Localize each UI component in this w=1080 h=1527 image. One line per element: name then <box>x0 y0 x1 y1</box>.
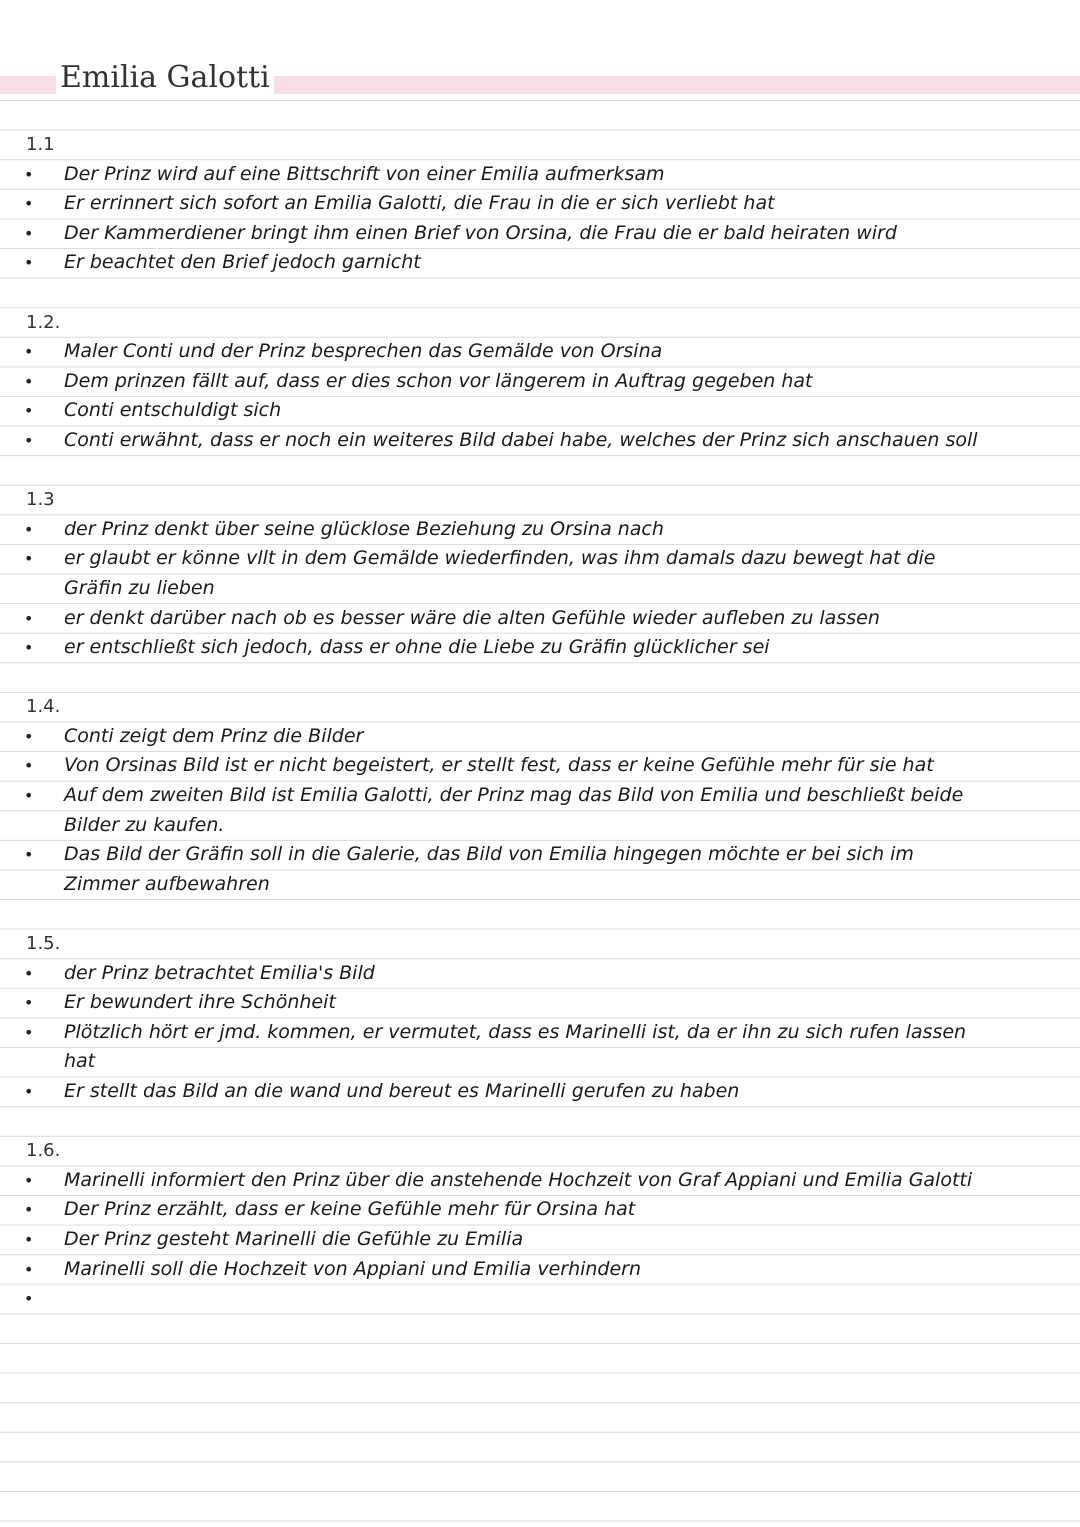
bullet-icon: • <box>24 786 34 806</box>
list-item-text: er glaubt er könne vllt in dem Gemälde wiederfinden, was ihm damals dazu bewegt hat die Gräfin zu lieben <box>64 547 936 599</box>
bullet-icon: • <box>24 519 34 539</box>
list-item <box>0 1255 1080 1285</box>
list-item-text: Er beachtet den Brief jedoch garnicht <box>64 251 421 274</box>
list-item <box>0 781 1080 840</box>
list-item-text: Marinelli informiert den Prinz über die anstehende Hochzeit von Graf Appiani und Emilia Galotti <box>64 1168 973 1191</box>
list-item <box>0 840 1080 899</box>
list-item-text: Er bewundert ihre Schönheit <box>64 991 336 1014</box>
list-item <box>0 1225 1080 1255</box>
page-title: Emilia Galotti <box>56 56 274 100</box>
section-label: 1.1 <box>26 134 55 155</box>
bullet-list <box>0 1166 1080 1314</box>
list-item-text: Der Prinz wird auf eine Bittschrift von einer Emilia aufmerksam <box>64 162 665 185</box>
bullet-icon: • <box>24 253 34 273</box>
bullet-list <box>0 515 1080 663</box>
list-item-empty <box>0 1284 1080 1314</box>
bullet-icon: • <box>24 1289 34 1309</box>
list-item-text: Maler Conti und der Prinz besprechen das Gemälde von Orsina <box>64 340 663 363</box>
bullet-icon: • <box>24 164 34 184</box>
section-spacer <box>0 456 1080 486</box>
list-item <box>0 248 1080 278</box>
bullet-icon: • <box>24 342 34 362</box>
bullet-icon: • <box>24 223 34 243</box>
section-1-1 <box>0 130 1080 278</box>
bullet-icon: • <box>24 371 34 391</box>
section-spacer <box>0 1107 1080 1137</box>
list-item-text: Marinelli soll die Hochzeit von Appiani und Emilia verhindern <box>64 1257 642 1280</box>
bullet-icon: • <box>24 1082 34 1101</box>
bullet-icon: • <box>24 993 34 1013</box>
bullet-icon: • <box>24 549 34 569</box>
notes-content <box>0 130 1080 1314</box>
list-item-text: Er errinnert sich sofort an Emilia Galotti, die Frau in die er sich verliebt hat <box>64 192 775 215</box>
section-label: 1.3 <box>26 489 55 511</box>
section-label: 1.5. <box>26 933 61 955</box>
bullet-list <box>0 337 1080 455</box>
list-item-text: Conti erwähnt, dass er noch ein weiteres Bild dabei habe, welches der Prinz sich anschauen soll <box>64 428 978 451</box>
list-item <box>0 1077 1080 1107</box>
bullet-icon: • <box>24 608 34 628</box>
bullet-list <box>0 160 1080 278</box>
list-item <box>0 219 1080 249</box>
section-1-5 <box>0 929 1080 1107</box>
bullet-icon: • <box>24 1200 34 1220</box>
list-item-text: Der Kammerdiener bringt ihm einen Brief von Orsina, die Frau die er bald heiraten wird <box>64 221 897 244</box>
bullet-list <box>0 722 1080 900</box>
list-item <box>0 959 1080 989</box>
list-item <box>0 633 1080 663</box>
section-spacer <box>0 663 1080 693</box>
list-item-text: der Prinz denkt über seine glücklose Beziehung zu Orsina nach <box>64 517 664 540</box>
section-spacer <box>0 278 1080 308</box>
section-1-6 <box>0 1136 1080 1314</box>
bullet-icon: • <box>24 963 34 983</box>
bullet-icon: • <box>24 845 34 865</box>
list-item <box>0 722 1080 752</box>
list-item-text: Conti entschuldigt sich <box>64 399 282 422</box>
section-label: 1.2. <box>26 311 61 333</box>
bullet-icon: • <box>24 756 34 776</box>
list-item <box>0 1166 1080 1196</box>
list-item <box>0 544 1080 603</box>
bullet-icon: • <box>24 1022 34 1042</box>
list-item <box>0 1195 1080 1225</box>
bullet-icon: • <box>24 401 34 421</box>
bullet-icon: • <box>24 194 34 214</box>
list-item-text: Von Orsinas Bild ist er nicht begeistert, er stellt fest, dass er keine Gefühle mehr für sie hat <box>64 754 934 777</box>
list-item <box>0 367 1080 397</box>
list-item <box>0 988 1080 1018</box>
list-item-text: Das Bild der Gräfin soll in die Galerie, das Bild von Emilia hingegen möchte er bei sich im Zimmer aufbewahren <box>64 843 914 895</box>
section-1-2 <box>0 308 1080 456</box>
list-item <box>0 426 1080 456</box>
section-spacer <box>0 899 1080 929</box>
bullet-icon: • <box>24 638 34 658</box>
list-item <box>0 160 1080 190</box>
list-item-text: Auf dem zweiten Bild ist Emilia Galotti, der Prinz mag das Bild von Emilia und beschließt beide Bilder zu kaufen. <box>64 784 964 836</box>
list-item-text: Der Prinz erzählt, dass er keine Gefühle mehr für Orsina hat <box>64 1198 636 1221</box>
bullet-icon: • <box>24 1229 34 1249</box>
bullet-icon: • <box>24 430 34 450</box>
list-item-text: Conti zeigt dem Prinz die Bilder <box>64 724 364 747</box>
list-item <box>0 337 1080 367</box>
list-item-text: er denkt darüber nach ob es besser wäre die alten Gefühle wieder aufleben zu lassen <box>64 606 880 629</box>
bullet-icon: • <box>24 726 34 746</box>
section-1-3 <box>0 485 1080 663</box>
list-item-text: Er stellt das Bild an die wand und bereut es Marinelli gerufen zu haben <box>64 1080 740 1102</box>
list-item <box>0 604 1080 634</box>
list-item <box>0 515 1080 545</box>
section-1-4 <box>0 692 1080 899</box>
bullet-icon: • <box>24 1259 34 1279</box>
list-item-text: der Prinz betrachtet Emilia's Bild <box>64 961 375 984</box>
list-item-text: Plötzlich hört er jmd. kommen, er vermutet, dass es Marinelli ist, da er ihn zu sich rufen lassen hat <box>64 1020 967 1073</box>
section-label: 1.4. <box>26 696 61 718</box>
list-item <box>0 396 1080 426</box>
list-item <box>0 1018 1080 1077</box>
bullet-list <box>0 959 1080 1107</box>
list-item-text: Dem prinzen fällt auf, dass er dies schon vor längerem in Auftrag gegeben hat <box>64 369 813 392</box>
list-item-text: Der Prinz gesteht Marinelli die Gefühle zu Emilia <box>64 1227 524 1250</box>
list-item <box>0 751 1080 781</box>
list-item <box>0 189 1080 219</box>
section-label: 1.6. <box>26 1140 61 1162</box>
bullet-icon: • <box>24 1170 34 1190</box>
list-item-text: er entschließt sich jedoch, dass er ohne die Liebe zu Gräfin glücklicher sei <box>64 636 770 659</box>
